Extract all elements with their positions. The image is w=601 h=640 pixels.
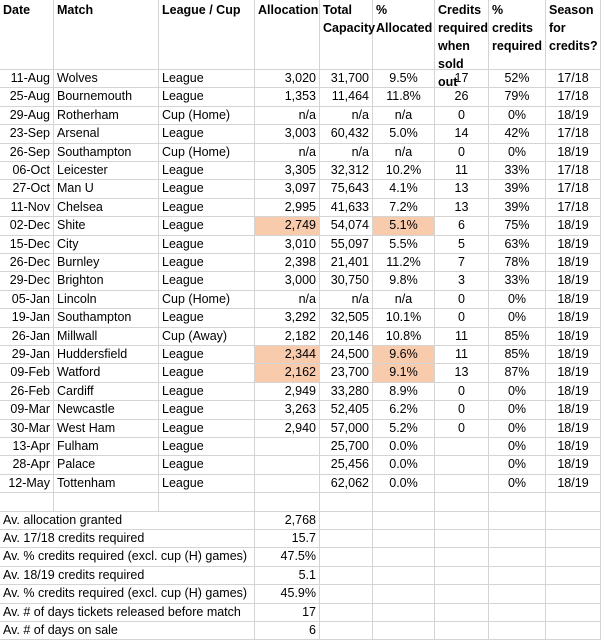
cell-pct[interactable]: 9.5% xyxy=(373,70,435,88)
cell-match[interactable]: Rotherham xyxy=(54,107,159,125)
cell-comp[interactable]: League xyxy=(159,88,255,106)
empty-cell[interactable] xyxy=(320,530,373,548)
cell-season[interactable]: 17/18 xyxy=(546,88,601,106)
cell-credits[interactable]: 13 xyxy=(435,364,489,382)
cell-date[interactable]: 28-Apr xyxy=(0,456,54,474)
empty-cell[interactable] xyxy=(373,512,435,530)
cell-match[interactable]: Arsenal xyxy=(54,125,159,143)
cell-pct[interactable]: 11.2% xyxy=(373,254,435,272)
cell-comp[interactable]: League xyxy=(159,162,255,180)
cell-credits[interactable]: 26 xyxy=(435,88,489,106)
empty-cell[interactable] xyxy=(546,622,601,640)
cell-cap[interactable]: 30,750 xyxy=(320,272,373,290)
summary-value[interactable]: 2,768 xyxy=(255,512,320,530)
empty-cell[interactable] xyxy=(546,585,601,603)
cell-comp[interactable]: League xyxy=(159,70,255,88)
cell-season[interactable]: 18/19 xyxy=(546,107,601,125)
cell-season[interactable]: 18/19 xyxy=(546,254,601,272)
cell-credits[interactable] xyxy=(435,475,489,493)
empty-cell[interactable] xyxy=(373,604,435,622)
empty-cell[interactable] xyxy=(435,530,489,548)
empty-cell[interactable] xyxy=(255,493,320,511)
cell-season[interactable]: 18/19 xyxy=(546,438,601,456)
cell-pct[interactable]: 5.5% xyxy=(373,236,435,254)
summary-label[interactable]: Av. # of days tickets released before match xyxy=(0,604,255,622)
cell-pctc[interactable]: 87% xyxy=(489,364,546,382)
empty-cell[interactable] xyxy=(489,604,546,622)
cell-date[interactable]: 12-May xyxy=(0,475,54,493)
cell-cap[interactable]: 23,700 xyxy=(320,364,373,382)
cell-credits[interactable]: 13 xyxy=(435,199,489,217)
cell-match[interactable]: Tottenham xyxy=(54,475,159,493)
cell-comp[interactable]: League xyxy=(159,125,255,143)
empty-cell[interactable] xyxy=(320,493,373,511)
cell-credits[interactable]: 0 xyxy=(435,383,489,401)
cell-match[interactable]: Millwall xyxy=(54,328,159,346)
cell-alloc[interactable]: n/a xyxy=(255,291,320,309)
cell-alloc[interactable]: 3,000 xyxy=(255,272,320,290)
cell-pct[interactable]: 6.2% xyxy=(373,401,435,419)
cell-comp[interactable]: League xyxy=(159,383,255,401)
cell-pctc[interactable]: 0% xyxy=(489,420,546,438)
cell-cap[interactable]: 25,456 xyxy=(320,456,373,474)
header-capacity[interactable]: Total Capacity xyxy=(320,0,373,70)
cell-comp[interactable]: League xyxy=(159,456,255,474)
empty-cell[interactable] xyxy=(320,548,373,566)
cell-date[interactable]: 02-Dec xyxy=(0,217,54,235)
cell-pctc[interactable]: 42% xyxy=(489,125,546,143)
empty-cell[interactable] xyxy=(373,585,435,603)
header-credits[interactable]: Credits required when sold out xyxy=(435,0,489,70)
cell-comp[interactable]: League xyxy=(159,254,255,272)
cell-credits[interactable] xyxy=(435,438,489,456)
empty-cell[interactable] xyxy=(435,512,489,530)
cell-credits[interactable]: 0 xyxy=(435,401,489,419)
cell-pctc[interactable]: 0% xyxy=(489,144,546,162)
cell-date[interactable]: 25-Aug xyxy=(0,88,54,106)
cell-alloc[interactable]: 2,940 xyxy=(255,420,320,438)
cell-alloc[interactable]: 3,263 xyxy=(255,401,320,419)
cell-credits[interactable]: 14 xyxy=(435,125,489,143)
cell-alloc[interactable]: 2,749 xyxy=(255,217,320,235)
cell-credits[interactable]: 0 xyxy=(435,144,489,162)
empty-cell[interactable] xyxy=(373,622,435,640)
summary-value[interactable]: 15.7 xyxy=(255,530,320,548)
cell-pct[interactable]: 10.2% xyxy=(373,162,435,180)
cell-credits[interactable]: 7 xyxy=(435,254,489,272)
empty-cell[interactable] xyxy=(320,604,373,622)
cell-season[interactable]: 17/18 xyxy=(546,180,601,198)
cell-cap[interactable]: 20,146 xyxy=(320,328,373,346)
cell-date[interactable]: 26-Feb xyxy=(0,383,54,401)
cell-match[interactable]: Burnley xyxy=(54,254,159,272)
empty-cell[interactable] xyxy=(320,567,373,585)
cell-comp[interactable]: League xyxy=(159,180,255,198)
empty-cell[interactable] xyxy=(435,548,489,566)
cell-season[interactable]: 17/18 xyxy=(546,70,601,88)
empty-cell[interactable] xyxy=(320,512,373,530)
empty-cell[interactable] xyxy=(373,493,435,511)
summary-label[interactable]: Av. 18/19 credits required xyxy=(0,567,255,585)
cell-pct[interactable]: 11.8% xyxy=(373,88,435,106)
empty-cell[interactable] xyxy=(546,604,601,622)
cell-credits[interactable]: 6 xyxy=(435,217,489,235)
cell-cap[interactable]: 62,062 xyxy=(320,475,373,493)
cell-match[interactable]: Leicester xyxy=(54,162,159,180)
empty-cell[interactable] xyxy=(489,548,546,566)
cell-pctc[interactable]: 0% xyxy=(489,291,546,309)
cell-alloc[interactable]: 2,162 xyxy=(255,364,320,382)
cell-alloc[interactable]: 3,292 xyxy=(255,309,320,327)
cell-match[interactable]: Shite xyxy=(54,217,159,235)
cell-season[interactable]: 18/19 xyxy=(546,217,601,235)
empty-cell[interactable] xyxy=(435,567,489,585)
cell-cap[interactable]: 32,312 xyxy=(320,162,373,180)
cell-pct[interactable]: 0.0% xyxy=(373,475,435,493)
cell-pctc[interactable]: 63% xyxy=(489,236,546,254)
empty-cell[interactable] xyxy=(435,585,489,603)
empty-cell[interactable] xyxy=(546,567,601,585)
cell-date[interactable]: 13-Apr xyxy=(0,438,54,456)
cell-credits[interactable]: 0 xyxy=(435,291,489,309)
cell-cap[interactable]: 11,464 xyxy=(320,88,373,106)
header-date[interactable]: Date xyxy=(0,0,54,70)
header-pct_alloc[interactable]: % Allocated xyxy=(373,0,435,70)
cell-alloc[interactable]: 2,344 xyxy=(255,346,320,364)
cell-date[interactable]: 11-Nov xyxy=(0,199,54,217)
summary-label[interactable]: Av. % credits required (excl. cup (H) games) xyxy=(0,585,255,603)
cell-cap[interactable]: 60,432 xyxy=(320,125,373,143)
cell-pctc[interactable]: 78% xyxy=(489,254,546,272)
cell-season[interactable]: 18/19 xyxy=(546,456,601,474)
cell-alloc[interactable]: 2,398 xyxy=(255,254,320,272)
cell-comp[interactable]: League xyxy=(159,199,255,217)
cell-pct[interactable]: 0.0% xyxy=(373,438,435,456)
cell-match[interactable]: Lincoln xyxy=(54,291,159,309)
empty-cell[interactable] xyxy=(546,530,601,548)
cell-season[interactable]: 17/18 xyxy=(546,162,601,180)
empty-cell[interactable] xyxy=(54,493,159,511)
cell-season[interactable]: 18/19 xyxy=(546,291,601,309)
cell-credits[interactable]: 3 xyxy=(435,272,489,290)
cell-alloc[interactable]: 3,010 xyxy=(255,236,320,254)
empty-cell[interactable] xyxy=(435,493,489,511)
header-season[interactable]: Season for credits? xyxy=(546,0,601,70)
cell-credits[interactable]: 11 xyxy=(435,162,489,180)
cell-cap[interactable]: n/a xyxy=(320,107,373,125)
cell-alloc[interactable]: n/a xyxy=(255,107,320,125)
cell-season[interactable]: 17/18 xyxy=(546,199,601,217)
cell-alloc[interactable] xyxy=(255,475,320,493)
empty-cell[interactable] xyxy=(373,567,435,585)
cell-date[interactable]: 27-Oct xyxy=(0,180,54,198)
cell-pctc[interactable]: 39% xyxy=(489,180,546,198)
empty-cell[interactable] xyxy=(373,548,435,566)
cell-cap[interactable]: 52,405 xyxy=(320,401,373,419)
empty-cell[interactable] xyxy=(489,585,546,603)
cell-match[interactable]: Southampton xyxy=(54,144,159,162)
summary-value[interactable]: 6 xyxy=(255,622,320,640)
cell-pct[interactable]: 0.0% xyxy=(373,456,435,474)
cell-date[interactable]: 26-Sep xyxy=(0,144,54,162)
cell-season[interactable]: 18/19 xyxy=(546,272,601,290)
cell-pctc[interactable]: 0% xyxy=(489,438,546,456)
cell-date[interactable]: 23-Sep xyxy=(0,125,54,143)
empty-cell[interactable] xyxy=(320,585,373,603)
cell-date[interactable]: 05-Jan xyxy=(0,291,54,309)
header-league[interactable]: League / Cup xyxy=(159,0,255,70)
cell-match[interactable]: Huddersfield xyxy=(54,346,159,364)
empty-cell[interactable] xyxy=(489,530,546,548)
cell-credits[interactable] xyxy=(435,456,489,474)
cell-season[interactable]: 18/19 xyxy=(546,475,601,493)
cell-season[interactable]: 18/19 xyxy=(546,144,601,162)
empty-cell[interactable] xyxy=(159,493,255,511)
cell-comp[interactable]: League xyxy=(159,346,255,364)
cell-pctc[interactable]: 33% xyxy=(489,162,546,180)
cell-alloc[interactable] xyxy=(255,456,320,474)
cell-pctc[interactable]: 33% xyxy=(489,272,546,290)
cell-pctc[interactable]: 79% xyxy=(489,88,546,106)
cell-pct[interactable]: 10.1% xyxy=(373,309,435,327)
cell-cap[interactable]: 41,633 xyxy=(320,199,373,217)
cell-pct[interactable]: 5.0% xyxy=(373,125,435,143)
empty-cell[interactable] xyxy=(435,622,489,640)
empty-cell[interactable] xyxy=(489,512,546,530)
cell-credits[interactable]: 13 xyxy=(435,180,489,198)
cell-pct[interactable]: 9.1% xyxy=(373,364,435,382)
cell-comp[interactable]: Cup (Home) xyxy=(159,144,255,162)
summary-value[interactable]: 47.5% xyxy=(255,548,320,566)
cell-season[interactable]: 18/19 xyxy=(546,401,601,419)
cell-match[interactable]: Cardiff xyxy=(54,383,159,401)
empty-cell[interactable] xyxy=(320,622,373,640)
empty-cell[interactable] xyxy=(489,622,546,640)
cell-comp[interactable]: League xyxy=(159,438,255,456)
cell-credits[interactable]: 0 xyxy=(435,309,489,327)
header-pct_credits[interactable]: % credits required xyxy=(489,0,546,70)
cell-pct[interactable]: 10.8% xyxy=(373,328,435,346)
cell-cap[interactable]: 25,700 xyxy=(320,438,373,456)
cell-comp[interactable]: League xyxy=(159,420,255,438)
cell-match[interactable]: City xyxy=(54,236,159,254)
cell-date[interactable]: 26-Jan xyxy=(0,328,54,346)
cell-cap[interactable]: 54,074 xyxy=(320,217,373,235)
empty-cell[interactable] xyxy=(546,493,601,511)
cell-alloc[interactable]: 2,995 xyxy=(255,199,320,217)
cell-pctc[interactable]: 39% xyxy=(489,199,546,217)
cell-pctc[interactable]: 0% xyxy=(489,456,546,474)
cell-date[interactable]: 29-Aug xyxy=(0,107,54,125)
empty-cell[interactable] xyxy=(546,512,601,530)
cell-pct[interactable]: 4.1% xyxy=(373,180,435,198)
cell-pctc[interactable]: 85% xyxy=(489,346,546,364)
cell-comp[interactable]: League xyxy=(159,236,255,254)
cell-alloc[interactable]: 2,182 xyxy=(255,328,320,346)
cell-pctc[interactable]: 0% xyxy=(489,309,546,327)
cell-pctc[interactable]: 0% xyxy=(489,107,546,125)
cell-match[interactable]: Brighton xyxy=(54,272,159,290)
cell-pct[interactable]: n/a xyxy=(373,107,435,125)
cell-cap[interactable]: 21,401 xyxy=(320,254,373,272)
cell-date[interactable]: 29-Jan xyxy=(0,346,54,364)
empty-cell[interactable] xyxy=(435,604,489,622)
summary-label[interactable]: Av. # of days on sale xyxy=(0,622,255,640)
cell-comp[interactable]: League xyxy=(159,364,255,382)
cell-alloc[interactable]: 1,353 xyxy=(255,88,320,106)
cell-cap[interactable]: 55,097 xyxy=(320,236,373,254)
cell-alloc[interactable]: 3,003 xyxy=(255,125,320,143)
cell-cap[interactable]: 31,700 xyxy=(320,70,373,88)
cell-match[interactable]: Newcastle xyxy=(54,401,159,419)
cell-pct[interactable]: n/a xyxy=(373,291,435,309)
cell-alloc[interactable]: 3,305 xyxy=(255,162,320,180)
cell-comp[interactable]: League xyxy=(159,309,255,327)
cell-credits[interactable]: 0 xyxy=(435,420,489,438)
cell-pctc[interactable]: 0% xyxy=(489,401,546,419)
summary-label[interactable]: Av. % credits required (excl. cup (H) games) xyxy=(0,548,255,566)
cell-comp[interactable]: Cup (Away) xyxy=(159,328,255,346)
cell-date[interactable]: 09-Mar xyxy=(0,401,54,419)
cell-date[interactable]: 26-Dec xyxy=(0,254,54,272)
empty-cell[interactable] xyxy=(489,567,546,585)
cell-alloc[interactable]: 3,020 xyxy=(255,70,320,88)
cell-comp[interactable]: League xyxy=(159,217,255,235)
cell-comp[interactable]: Cup (Home) xyxy=(159,107,255,125)
cell-cap[interactable]: n/a xyxy=(320,144,373,162)
cell-alloc[interactable]: 3,097 xyxy=(255,180,320,198)
empty-cell[interactable] xyxy=(373,530,435,548)
cell-date[interactable]: 09-Feb xyxy=(0,364,54,382)
cell-credits[interactable]: 11 xyxy=(435,346,489,364)
cell-pct[interactable]: 5.1% xyxy=(373,217,435,235)
cell-season[interactable]: 18/19 xyxy=(546,364,601,382)
cell-season[interactable]: 17/18 xyxy=(546,125,601,143)
header-match[interactable]: Match xyxy=(54,0,159,70)
cell-pct[interactable]: 8.9% xyxy=(373,383,435,401)
cell-pctc[interactable]: 0% xyxy=(489,383,546,401)
cell-pct[interactable]: 5.2% xyxy=(373,420,435,438)
cell-match[interactable]: Fulham xyxy=(54,438,159,456)
header-allocation[interactable]: Allocation xyxy=(255,0,320,70)
cell-pctc[interactable]: 75% xyxy=(489,217,546,235)
cell-comp[interactable]: Cup (Home) xyxy=(159,291,255,309)
summary-value[interactable]: 45.9% xyxy=(255,585,320,603)
cell-season[interactable]: 18/19 xyxy=(546,236,601,254)
cell-match[interactable]: Chelsea xyxy=(54,199,159,217)
cell-cap[interactable]: 32,505 xyxy=(320,309,373,327)
cell-date[interactable]: 19-Jan xyxy=(0,309,54,327)
cell-pct[interactable]: n/a xyxy=(373,144,435,162)
cell-cap[interactable]: 24,500 xyxy=(320,346,373,364)
cell-credits[interactable]: 17 xyxy=(435,70,489,88)
cell-match[interactable]: West Ham xyxy=(54,420,159,438)
cell-match[interactable]: Palace xyxy=(54,456,159,474)
cell-date[interactable]: 30-Mar xyxy=(0,420,54,438)
cell-cap[interactable]: 75,643 xyxy=(320,180,373,198)
cell-comp[interactable]: League xyxy=(159,401,255,419)
cell-credits[interactable]: 11 xyxy=(435,328,489,346)
cell-alloc[interactable]: 2,949 xyxy=(255,383,320,401)
cell-credits[interactable]: 0 xyxy=(435,107,489,125)
cell-season[interactable]: 18/19 xyxy=(546,309,601,327)
cell-comp[interactable]: League xyxy=(159,475,255,493)
empty-cell[interactable] xyxy=(0,493,54,511)
cell-pctc[interactable]: 52% xyxy=(489,70,546,88)
cell-date[interactable]: 06-Oct xyxy=(0,162,54,180)
cell-date[interactable]: 29-Dec xyxy=(0,272,54,290)
summary-value[interactable]: 17 xyxy=(255,604,320,622)
cell-match[interactable]: Bournemouth xyxy=(54,88,159,106)
summary-label[interactable]: Av. allocation granted xyxy=(0,512,255,530)
cell-match[interactable]: Southampton xyxy=(54,309,159,327)
summary-value[interactable]: 5.1 xyxy=(255,567,320,585)
cell-season[interactable]: 18/19 xyxy=(546,420,601,438)
cell-match[interactable]: Watford xyxy=(54,364,159,382)
cell-alloc[interactable]: n/a xyxy=(255,144,320,162)
cell-season[interactable]: 18/19 xyxy=(546,346,601,364)
cell-season[interactable]: 18/19 xyxy=(546,383,601,401)
cell-pct[interactable]: 9.6% xyxy=(373,346,435,364)
summary-label[interactable]: Av. 17/18 credits required xyxy=(0,530,255,548)
cell-match[interactable]: Wolves xyxy=(54,70,159,88)
cell-cap[interactable]: 33,280 xyxy=(320,383,373,401)
cell-pct[interactable]: 9.8% xyxy=(373,272,435,290)
cell-pct[interactable]: 7.2% xyxy=(373,199,435,217)
cell-alloc[interactable] xyxy=(255,438,320,456)
cell-date[interactable]: 11-Aug xyxy=(0,70,54,88)
cell-credits[interactable]: 5 xyxy=(435,236,489,254)
empty-cell[interactable] xyxy=(489,493,546,511)
cell-pctc[interactable]: 85% xyxy=(489,328,546,346)
cell-date[interactable]: 15-Dec xyxy=(0,236,54,254)
cell-pctc[interactable]: 0% xyxy=(489,475,546,493)
cell-season[interactable]: 18/19 xyxy=(546,328,601,346)
cell-cap[interactable]: 57,000 xyxy=(320,420,373,438)
cell-cap[interactable]: n/a xyxy=(320,291,373,309)
empty-cell[interactable] xyxy=(546,548,601,566)
cell-comp[interactable]: League xyxy=(159,272,255,290)
cell-match[interactable]: Man U xyxy=(54,180,159,198)
